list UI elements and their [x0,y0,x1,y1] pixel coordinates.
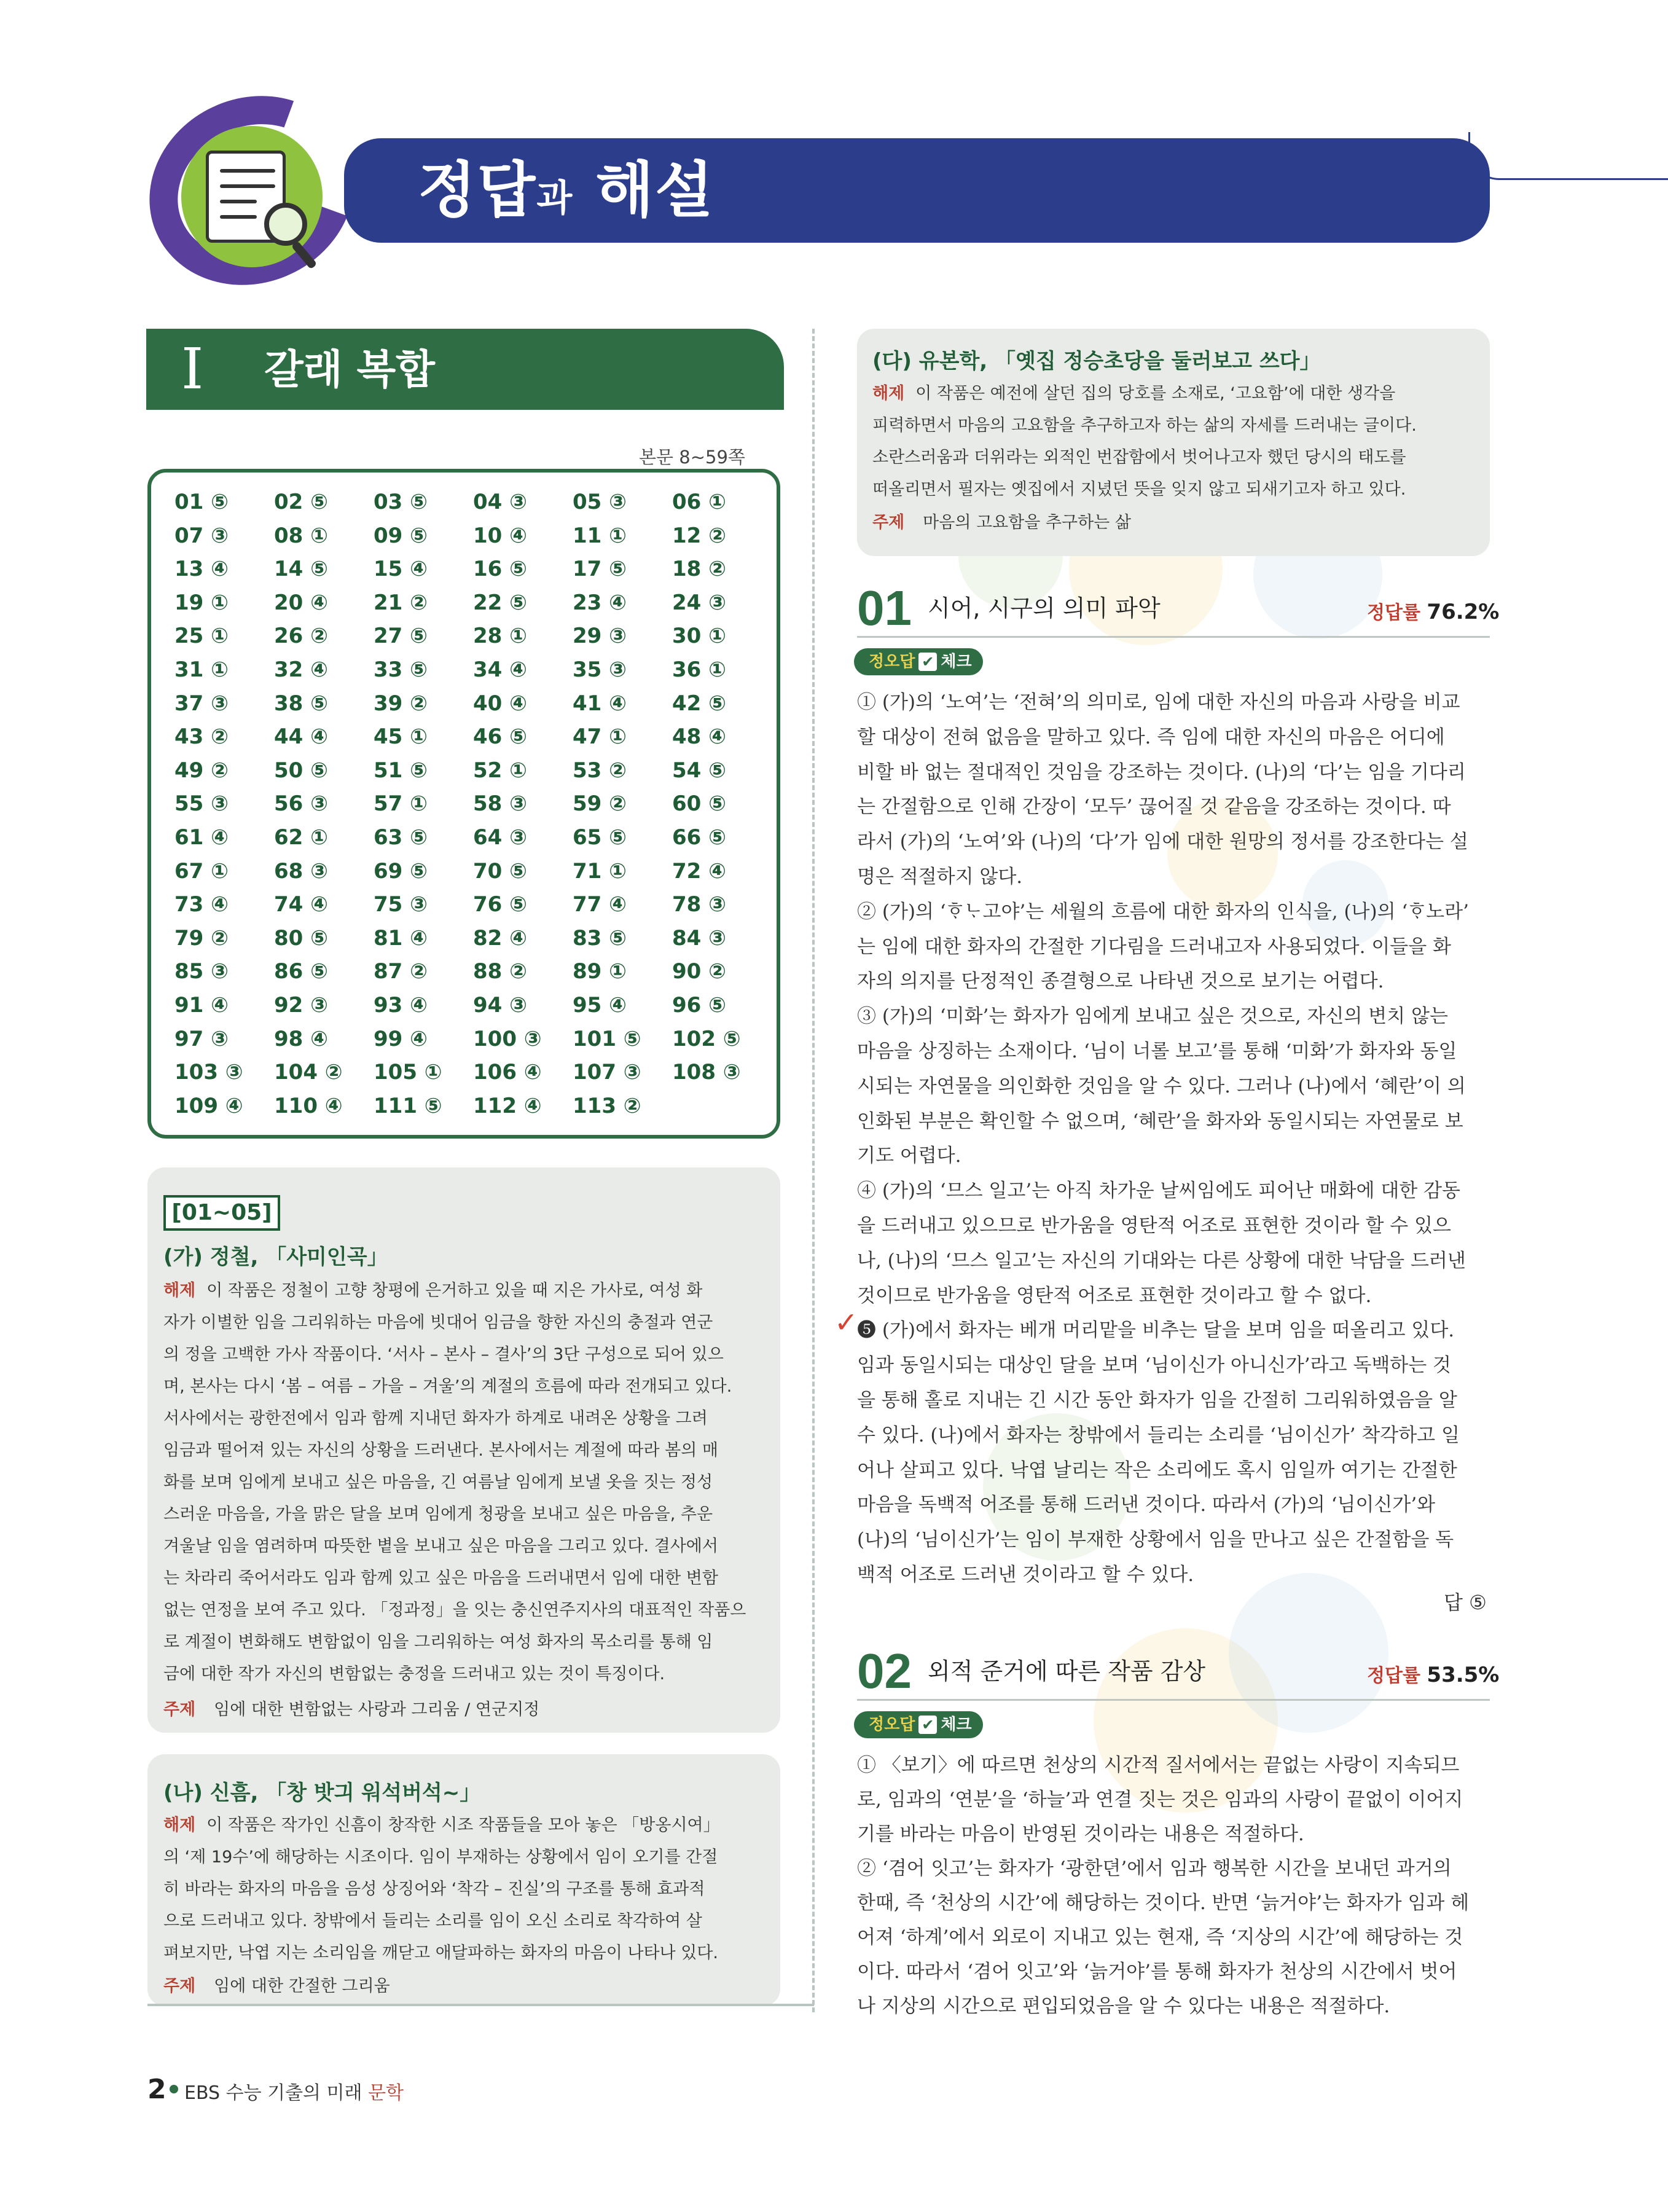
answer-item: 70 ⑤ [473,858,527,884]
answer-item: 29 ③ [573,624,627,649]
answer-item: 64 ③ [473,825,527,850]
answer-item: 91 ④ [174,993,229,1018]
answer-item: 88 ② [473,959,527,984]
answer-item: 56 ③ [274,791,328,817]
question-1-check-badge: 정오답 ✔ 체크 [854,648,983,675]
answer-item: 32 ④ [274,657,328,682]
text-line: 금에 대한 작가 자신의 변함없는 충정을 드러내고 있는 것이 특징이다. [163,1665,665,1684]
explanation-line: 할 대상이 전혀 없음을 말하고 있다. 즉 임에 대한 자신의 마음은 어디에 [857,726,1445,748]
question-2-explanation [857,1748,1490,2023]
question-1-title: 시어, 시구의 의미 파악 [928,595,1161,622]
page-title: 정답과 해설 [418,155,715,226]
answer-item: 45 ① [374,724,428,750]
answer-item: 74 ④ [274,892,328,917]
question-1-answer: 답 ⑤ [1444,1591,1487,1614]
answer-item: 19 ① [174,590,229,615]
answer-item: 92 ③ [274,993,328,1018]
bottom-rule [147,2003,814,2006]
text-line: 소란스러움과 더위라는 외적인 번잡함에서 벗어나고자 했던 당시의 태도를 [872,448,1406,467]
answer-item: 93 ④ [374,993,428,1018]
answer-item: 86 ⑤ [274,959,328,984]
answer-item: 48 ④ [672,724,726,750]
answer-item: 14 ⑤ [274,557,328,582]
explanation-line: 시되는 자연물을 의인화한 것임을 알 수 있다. 그러나 (나)에서 ‘혜란’이 의 [857,1075,1466,1097]
answer-item: 105 ① [374,1060,442,1085]
answer-item: 16 ⑤ [473,557,527,582]
passage-ga-title: (가) 정철, 「사미인곡」 [163,1245,388,1269]
watermark-circle [1229,1573,1388,1733]
question-2-number: 02 [857,1644,912,1698]
question-range-badge: [01~05] [163,1195,280,1231]
answer-item: 20 ④ [274,590,328,615]
text-line: 자가 이별한 임을 그리워하는 마음에 빗대어 임금을 향한 자신의 충절과 연군 [163,1313,713,1332]
explanation-line: 수 있다. (나)에서 화자는 창밖에서 들리는 소리를 ‘님이신가’ 착각하고 일 [857,1424,1460,1446]
answer-item: 67 ① [174,858,229,884]
answer-item: 10 ④ [473,523,527,548]
answer-item: 100 ③ [473,1026,542,1051]
explanation-line: 나 지상의 시간으로 편입되었음을 알 수 있다는 내용은 적절하다. [857,1995,1390,2017]
passage-na-title: (나) 신흠, 「창 밧긔 워석버석~」 [163,1781,481,1805]
answer-item: 49 ② [174,758,229,783]
text-line: 는 차라리 죽어서라도 임과 함께 있고 싶은 마음을 드러내면서 임에 대한 변함 [163,1569,718,1588]
text-line: 임금과 떨어져 있는 자신의 상황을 드러낸다. 본사에서는 계절에 따라 봄의 매 [163,1441,718,1460]
passage-da-juje: 주제 마음의 고요함을 추구하는 삶 [872,513,1131,532]
answer-item: 47 ① [573,724,627,750]
answer-item: 90 ② [672,959,726,984]
answer-item: 06 ① [672,490,726,514]
answer-item: 35 ③ [573,657,627,682]
explanation-line: 마음을 독백적 어조를 통해 드러낸 것이다. 따라서 (가)의 ‘님이신가’와 [857,1494,1436,1516]
answer-item: 108 ③ [672,1060,741,1085]
answer-item: 52 ① [473,758,527,783]
bullet-dot [170,2085,178,2093]
answer-item: 22 ⑤ [473,590,527,615]
explanation-line: 는 간절함으로 인해 간장이 ‘모두’ 끊어질 것 같음을 강조하는 것이다. 따 [857,796,1451,818]
passage-ga-juje: 주제 임에 대한 변함없는 사랑과 그리움 / 연군지정 [163,1700,540,1719]
answer-item: 38 ⑤ [274,691,328,716]
answer-item: 55 ③ [174,791,229,817]
explanation-line: 이다. 따라서 ‘겸어 잇고’와 ‘늙거야’를 통해 화자가 천상의 시간에서 벗어 [857,1961,1457,1983]
text-line: 없는 연정을 보여 주고 있다. 「정과정」을 잇는 충신연주지사의 대표적인 작품으 [163,1601,746,1620]
answer-item: 30 ① [672,624,726,649]
haeje-label: 해제 [163,1281,196,1300]
answer-item: 11 ① [573,523,627,548]
section-number: I [181,336,204,402]
answer-item: 34 ④ [473,657,527,682]
explanation-line: ❺ (가)에서 화자는 베개 머리맡을 비추는 달을 보며 임을 떠올리고 있다. [857,1319,1455,1342]
answer-item: 113 ② [573,1093,641,1118]
text-line: 며, 본사는 다시 ‘봄 – 여름 – 가을 – 겨울’의 계절의 흐름에 따라 전개되고 있다. [163,1377,732,1396]
answer-item: 26 ② [274,624,328,649]
explanation-line: (나)의 ‘님이신가’는 임이 부재한 상황에서 임을 만나고 싶은 간절함을 독 [857,1529,1454,1551]
answer-item: 40 ④ [473,691,527,716]
explanation-line: ① 〈보기〉에 따르면 천상의 시간적 질서에서는 끝없는 사랑이 지속되므 [857,1754,1460,1776]
answer-item: 106 ④ [473,1060,542,1085]
answer-item: 59 ② [573,791,627,817]
explanation-line: 어나 살피고 있다. 낙엽 날리는 작은 소리에도 혹시 임일까 여기는 간절한 [857,1459,1457,1481]
text-line: 화를 보며 임에게 보내고 싶은 마음을, 긴 여름날 임에게 보낼 옷을 짓는 정성 [163,1473,713,1492]
answer-item: 73 ④ [174,892,229,917]
answer-item: 13 ④ [174,557,229,582]
text-line: 의 정을 고백한 가사 작품이다. ‘서사 – 본사 – 결사’의 3단 구성으로 되어 있으 [163,1345,724,1364]
correct-check-icon: ✓ [834,1306,858,1339]
explanation-line: 라서 (가)의 ‘노여’와 (나)의 ‘다’가 임에 대한 원망의 정서를 강조한다는 설 [857,831,1468,853]
passage-na-juje: 주제 임에 대한 간절한 그리움 [163,1977,390,1996]
explanation-line: 을 드러내고 있으므로 반가움을 영탄적 어조로 표현한 것이라 할 수 있으 [857,1214,1451,1237]
answer-item: 97 ③ [174,1026,229,1051]
column-divider [812,329,815,2012]
answer-item: 50 ⑤ [274,758,328,783]
explanation-line: 로, 임과의 ‘연분’을 ‘하늘’과 연결 짓는 것은 임과의 사랑이 끝없이 이어지 [857,1789,1463,1811]
passage-na-haeje [163,1810,765,1969]
text-line: 으로 드러내고 있다. 창밖에서 들리는 소리를 임이 오신 소리로 착각하여 살 [163,1912,702,1931]
explanation-line: ② ‘겸어 잇고’는 화자가 ‘광한뎐’에서 임과 행복한 시간을 보내던 과거의 [857,1857,1452,1880]
answer-item: 27 ⑤ [374,624,428,649]
answer-item: 83 ⑤ [573,925,627,951]
section-title-bar [146,329,784,410]
text-line: 펴보지만, 낙엽 지는 소리임을 깨닫고 애달파하는 화자의 마음이 나타나 있다. [163,1943,718,1963]
text-line: 해제 이 작품은 정철이 고향 창평에 은거하고 있을 때 지은 가사로, 여성 화 [163,1281,703,1300]
explanation-line: 명은 적절하지 않다. [857,865,1023,888]
checkbox-icon: ✔ [918,1716,937,1734]
answer-item: 95 ④ [573,993,627,1018]
answer-item: 42 ⑤ [672,691,726,716]
explanation-line: ① (가)의 ‘노여’는 ‘전혀’의 의미로, 임에 대한 자신의 마음과 사랑을 비교 [857,691,1460,713]
answer-item: 87 ② [374,959,428,984]
answer-item: 66 ⑤ [672,825,726,850]
answer-item: 72 ④ [672,858,726,884]
answer-item: 44 ④ [274,724,328,750]
question-1-explanation [857,685,1490,1593]
text-line: 로 계절이 변화해도 변함없이 임을 그리워하는 여성 화자의 목소리를 통해 임 [163,1633,713,1652]
answer-item: 05 ③ [573,490,627,514]
answer-item: 107 ③ [573,1060,641,1085]
text-line: 의 ‘제 19수’에 해당하는 시조이다. 임이 부재하는 상황에서 임이 오기를 간절 [163,1848,718,1867]
explanation-line: 기를 바라는 마음이 반영된 것이라는 내용은 적절하다. [857,1823,1304,1845]
explanation-line: 것이므로 반가움을 영탄적 어조로 표현한 것이라고 할 수 없다. [857,1284,1372,1307]
answer-item: 02 ⑤ [274,490,328,514]
explanation-line: ② (가)의 ‘ᄒᆞᄂᆞ고야’는 세월의 흐름에 대한 화자의 인식을, (나)의 ‘ᄒᆞ노라’ [857,900,1469,923]
answer-item: 03 ⑤ [374,490,428,514]
book-title: EBS 수능 기출의 미래 문학 [184,2082,404,2104]
checkbox-icon: ✔ [918,653,937,671]
answer-item: 24 ③ [672,590,726,615]
explanation-line: 마음을 상징하는 소재이다. ‘님이 너롤 보고’를 통해 ‘미화’가 화자와 동일 [857,1040,1457,1062]
passage-ga-haeje [163,1275,765,1690]
answer-item: 25 ① [174,624,229,649]
answer-item: 58 ③ [473,791,527,817]
answer-item: 60 ⑤ [672,791,726,817]
answer-item: 37 ③ [174,691,229,716]
answer-item: 53 ② [573,758,627,783]
answer-item: 51 ⑤ [374,758,428,783]
answer-item: 33 ⑤ [374,657,428,682]
question-2-rate: 정답률 53.5% [1367,1663,1500,1687]
question-2-rule [857,1699,1490,1701]
answer-item: 85 ③ [174,959,229,984]
answer-item: 62 ① [274,825,328,850]
passage-da-haeje [872,378,1474,506]
question-1-rule [857,636,1490,638]
answer-item: 94 ③ [473,993,527,1018]
answer-item: 111 ⑤ [374,1093,442,1118]
text-line: 스러운 마음을, 가을 맑은 달을 보며 임에게 청광을 보내고 싶은 마음을, 추운 [163,1505,713,1524]
answer-item: 57 ① [374,791,428,817]
answer-item: 23 ④ [573,590,627,615]
answer-item: 102 ⑤ [672,1026,741,1051]
answer-item: 01 ⑤ [174,490,229,514]
answer-item: 31 ① [174,657,229,682]
answer-item: 61 ④ [174,825,229,850]
answer-item: 12 ② [672,523,726,548]
answer-item: 112 ④ [473,1093,542,1118]
explanation-line: ④ (가)의 ‘므스 일고’는 아직 차가운 날씨임에도 피어난 매화에 대한 감동 [857,1180,1460,1202]
answer-item: 77 ④ [573,892,627,917]
answer-item: 103 ③ [174,1060,243,1085]
text-line: 히 바라는 화자의 마음을 음성 상징어와 ‘착각 – 진실’의 구조를 통해 효과적 [163,1880,705,1899]
explanation-line: 기도 어렵다. [857,1145,961,1167]
text-line: 피력하면서 마음의 고요함을 추구하고자 하는 삶의 자세를 드러내는 글이다. [872,416,1417,435]
magnifier-icon [264,203,307,246]
explanation-line: 어져 ‘하계’에서 외로이 지내고 있는 현재, 즉 ‘지상의 시간’에 해당하는 것 [857,1926,1463,1948]
answer-item: 104 ② [274,1060,343,1085]
explanation-line: 비할 바 없는 절대적인 것임을 강조하는 것이다. (나)의 ‘다’는 임을 기다리 [857,761,1466,783]
answer-item: 75 ③ [374,892,428,917]
answer-item: 99 ④ [374,1026,428,1051]
haeje-label: 해제 [872,384,905,403]
text-line: 해제 이 작품은 작가인 신흠이 창작한 시조 작품들을 모아 놓은 「방옹시여」 [163,1816,720,1835]
explanation-line: 임과 동일시되는 대상인 달을 보며 ‘님이신가 아니신가’라고 독백하는 것 [857,1354,1451,1377]
answer-item: 69 ⑤ [374,858,428,884]
explanation-line: 자의 의지를 단정적인 종결형으로 나타낸 것으로 보기는 어렵다. [857,970,1384,993]
answer-item: 36 ① [672,657,726,682]
explanation-line: 백적 어조로 드러낸 것이라고 할 수 있다. [857,1563,1194,1586]
answer-item: 80 ⑤ [274,925,328,951]
answer-item: 79 ② [174,925,229,951]
answer-item: 28 ① [473,624,527,649]
answer-item: 54 ⑤ [672,758,726,783]
haeje-label: 해제 [163,1816,196,1835]
answer-item: 18 ② [672,557,726,582]
answer-item: 82 ④ [473,925,527,951]
answer-item: 46 ⑤ [473,724,527,750]
answer-item: 68 ③ [274,858,328,884]
answer-item: 98 ④ [274,1026,328,1051]
answer-item: 07 ③ [174,523,229,548]
answer-item: 17 ⑤ [573,557,627,582]
answer-item: 110 ④ [274,1093,343,1118]
answer-item: 39 ② [374,691,428,716]
answer-item: 71 ① [573,858,627,884]
header-decor-line [1511,178,1668,180]
passage-da-title: (다) 유본학, 「옛집 정승초당을 둘러보고 쓰다」 [872,349,1321,374]
text-line: 겨울날 임을 염려하며 따뜻한 볕을 보내고 싶은 마음을 그리고 있다. 결사에서 [163,1537,718,1556]
answer-item: 96 ⑤ [672,993,726,1018]
explanation-line: ③ (가)의 ‘미화’는 화자가 임에게 보내고 싶은 것으로, 자신의 변치 않는 [857,1005,1448,1028]
question-1-number: 01 [857,581,912,635]
answer-item: 21 ② [374,590,428,615]
answer-item: 78 ③ [672,892,726,917]
explanation-line: 한때, 즉 ‘천상의 시간’에 해당하는 것이다. 반면 ‘늙거야’는 화자가 임과 헤 [857,1892,1470,1914]
text-line: 해제 이 작품은 예전에 살던 집의 당호를 소재로, ‘고요함’에 대한 생각을 [872,384,1396,403]
answer-item: 89 ① [573,959,627,984]
text-line: 서사에서는 광한전에서 임과 함께 지내던 화자가 하계로 내려온 상황을 그려 [163,1409,708,1428]
answer-item: 04 ③ [473,490,527,514]
answer-item: 65 ⑤ [573,825,627,850]
question-2-check-badge: 정오답 ✔ 체크 [854,1711,983,1738]
answer-item: 101 ⑤ [573,1026,641,1051]
page-number: 2 [147,2074,166,2105]
explanation-line: 나, (나)의 ‘므스 일고’는 자신의 기대와는 다른 상황에 대한 낙담을 드러낸 [857,1249,1466,1272]
explanation-line: 는 임에 대한 화자의 간절한 기다림을 드러내고자 사용되었다. 이들을 화 [857,935,1451,958]
answer-item: 08 ① [274,523,328,548]
answer-item: 09 ⑤ [374,523,428,548]
section-title: 갈래 복합 [264,346,436,393]
answer-item: 84 ③ [672,925,726,951]
page-reference: 본문 8~59쪽 [639,447,745,468]
answer-item: 43 ② [174,724,229,750]
question-1-rate: 정답률 76.2% [1367,600,1500,624]
answer-item: 41 ④ [573,691,627,716]
answer-item: 76 ⑤ [473,892,527,917]
question-2-title: 외적 준거에 따른 작품 감상 [928,1658,1206,1685]
explanation-line: 을 통해 홀로 지내는 긴 시간 동안 화자가 임을 간절히 그리워하였음을 알 [857,1389,1457,1411]
answer-item: 109 ④ [174,1093,243,1118]
answer-item: 81 ④ [374,925,428,951]
text-line: 떠올리면서 필자는 옛집에서 지녔던 뜻을 잊지 않고 되새기고자 하고 있다. [872,480,1406,499]
answer-item: 15 ④ [374,557,428,582]
explanation-line: 인화된 부분은 확인할 수 없으며, ‘혜란’을 화자와 동일시되는 자연물로 보 [857,1110,1463,1132]
answer-item: 63 ⑤ [374,825,428,850]
